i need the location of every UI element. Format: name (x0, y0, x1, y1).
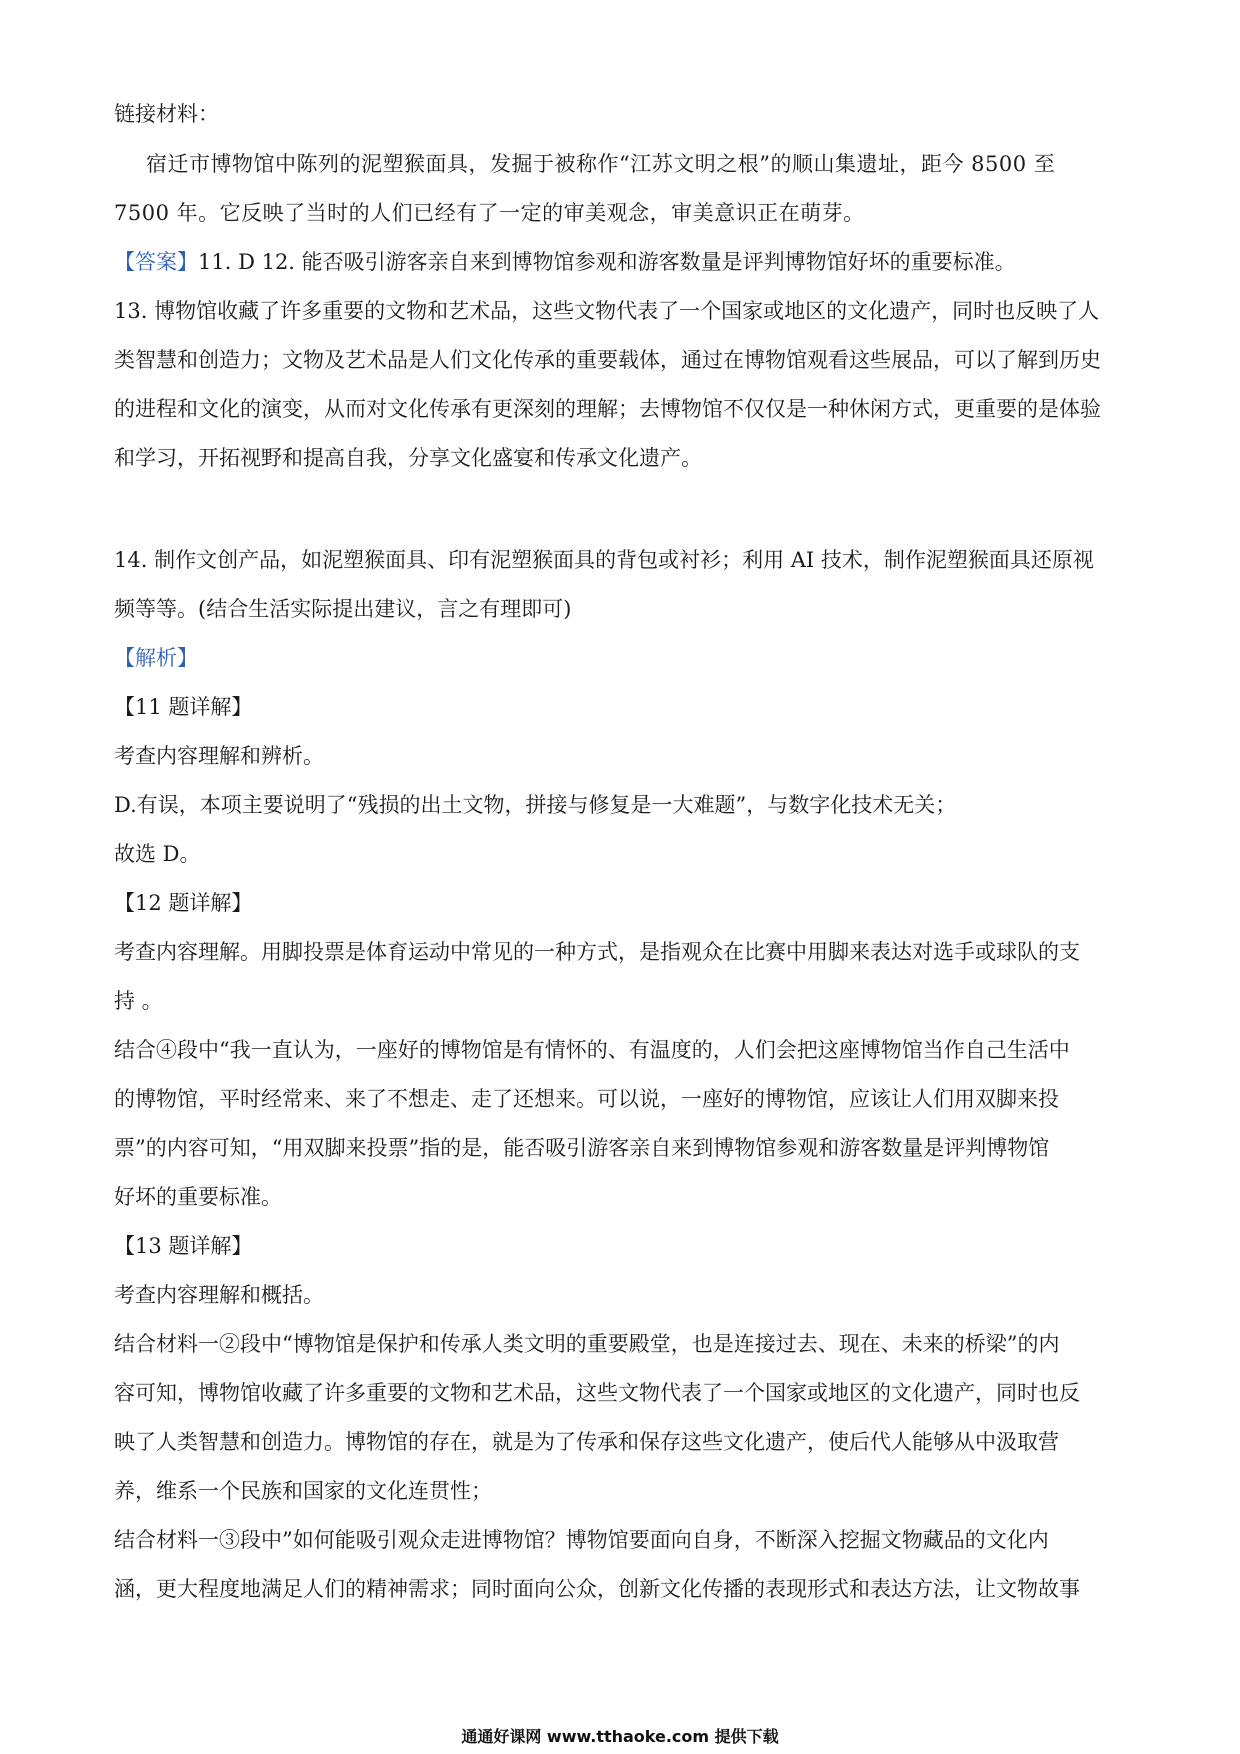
d13-line-3: 容可知，博物馆收藏了许多重要的文物和艺术品，这些文物代表了一个国家或地区的文化遗产，同时也反 (114, 1381, 1080, 1405)
d11-line-3: 故选 D。 (114, 842, 201, 866)
d13-line-5: 养，维系一个民族和国家的文化连贯性； (114, 1479, 492, 1503)
d12-line-3: 结合④段中“我一直认为，一座好的博物馆是有情怀的、有温度的，人们会把这座博物馆当作自己生活中 (114, 1038, 1070, 1062)
d11-line-1: 考查内容理解和辨析。 (114, 744, 324, 768)
d13-heading: 【13 题详解】 (114, 1234, 253, 1258)
d12-heading: 【12 题详解】 (114, 891, 253, 915)
q13-answer-line-2: 类智慧和创造力；文物及艺术品是人们文化传承的重要载体，通过在博物馆观看这些展品，可以了解到历史 (114, 348, 1101, 372)
d11-heading: 【11 题详解】 (114, 695, 253, 719)
q14-answer-line-2: 频等等。(结合生活实际提出建议，言之有理即可) (114, 597, 572, 621)
d13-line-7: 涵，更大程度地满足人们的精神需求；同时面向公众，创新文化传播的表现形式和表达方法，让文物故事 (114, 1577, 1080, 1601)
analysis-label: 【解析】 (114, 646, 198, 670)
footer-source-link[interactable]: 通通好课网 www.tthaoke.com 提供下载 (461, 1727, 779, 1746)
d12-line-2: 持 。 (114, 989, 163, 1013)
d13-line-6: 结合材料一③段中”如何能吸引观众走进博物馆？博物馆要面向自身，不断深入挖掘文物藏品的文化内 (114, 1528, 1049, 1552)
q14-answer-line-1: 14. 制作文创产品，如泥塑猴面具、印有泥塑猴面具的背包或衬衫；利用 AI 技术，制作泥塑猴面具还原视 (114, 548, 1094, 572)
answer-label: 【答案】 (114, 250, 198, 274)
q13-answer-line-1: 13. 博物馆收藏了许多重要的文物和艺术品，这些文物代表了一个国家或地区的文化遗产，同时也反映了人 (114, 299, 1100, 323)
q13-answer-line-3: 的进程和文化的演变，从而对文化传承有更深刻的理解；去博物馆不仅仅是一种休闲方式，更重要的是体验 (114, 397, 1101, 421)
d12-line-6: 好坏的重要标准。 (114, 1185, 282, 1209)
d11-line-2: D.有误，本项主要说明了“残损的出土文物，拼接与修复是一大难题”，与数字化技术无关； (114, 793, 957, 817)
d13-line-2: 结合材料一②段中“博物馆是保护和传承人类文明的重要殿堂，也是连接过去、现在、未来的桥梁”的内 (114, 1332, 1060, 1356)
d12-line-1: 考查内容理解。用脚投票是体育运动中常见的一种方式，是指观众在比赛中用脚来表达对选手或球队的支 (114, 940, 1080, 964)
q13-answer-line-4: 和学习，开拓视野和提高自我，分享文化盛宴和传承文化遗产。 (114, 446, 702, 470)
link-material-heading: 链接材料： (114, 102, 219, 126)
answer-row (114, 248, 1016, 276)
answer-text: 11. D 12. 能否吸引游客亲自来到博物馆参观和游客数量是评判博物馆好坏的重要标准。 (198, 250, 1016, 274)
d13-line-1: 考查内容理解和概括。 (114, 1283, 324, 1307)
d12-line-4: 的博物馆，平时经常来、来了不想走、走了还想来。可以说，一座好的博物馆，应该让人们用双脚来投 (114, 1087, 1059, 1111)
d12-line-5: 票”的内容可知，“用双脚来投票”指的是，能否吸引游客亲自来到博物馆参观和游客数量是评判博物馆 (114, 1136, 1050, 1160)
d13-line-4: 映了人类智慧和创造力。博物馆的存在，就是为了传承和保存这些文化遗产，使后代人能够从中汲取营 (114, 1430, 1059, 1454)
link-material-line-2: 7500 年。它反映了当时的人们已经有了一定的审美观念，审美意识正在萌芽。 (114, 201, 865, 225)
link-material-line-1: 宿迁市博物馆中陈列的泥塑猴面具，发掘于被称作“江苏文明之根”的顺山集遗址，距今 8500 至 (146, 152, 1056, 176)
